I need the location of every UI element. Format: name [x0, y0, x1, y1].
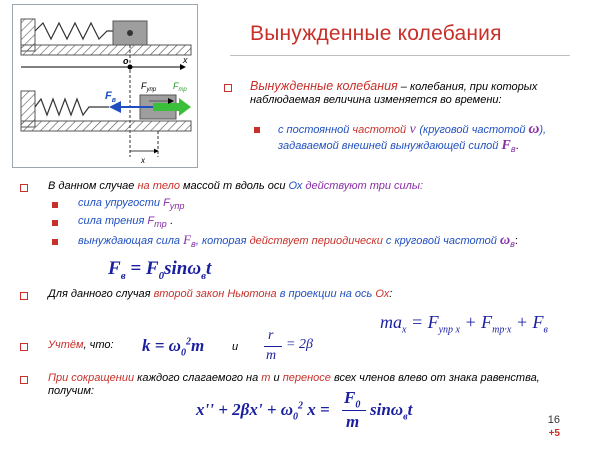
page-number: 16 [547, 414, 560, 426]
formula-driving-force: $F_в = F_0\sin\omega_вt$ [108, 258, 212, 282]
definition-term: Вынужденные колебания [250, 79, 398, 93]
formula-final: $x'' + 2\beta x' + \omega_0^2$ x = $F_0$ m sinω$_в$t [196, 388, 413, 431]
spring-mass-diagram [12, 4, 198, 168]
slide-title: Вынужденные колебания [250, 22, 502, 45]
bullet-square [52, 239, 58, 245]
spring-bottom [35, 99, 109, 115]
formula-beta: r m = 2β [266, 328, 313, 363]
origin-label: o [123, 56, 129, 66]
reduction-text: При сокращении каждого слагаемого на m и переносе всех членов влево от знака равенства, получим: [48, 372, 540, 397]
and-text: и [232, 341, 239, 353]
diagram-svg [13, 5, 197, 167]
bullet-box [20, 184, 28, 192]
force-ftr-arrow [153, 103, 179, 111]
fraction-bar [264, 346, 282, 347]
spring-top [35, 23, 113, 39]
newton-text: Для данного случая второй закон Ньютона в проекции на ось Ох: [48, 288, 393, 300]
title-divider [230, 55, 570, 56]
formula-k: $k = \omega_0^2m$ [142, 336, 205, 359]
bullet-square [254, 127, 260, 133]
axis-label: x [183, 55, 188, 65]
force-ftr-arrowhead [179, 98, 191, 116]
disp-label: x [141, 156, 145, 165]
fe-label: $F_в$ [105, 90, 116, 104]
page-delta: +5 [548, 428, 560, 439]
fraction-bar [342, 410, 366, 411]
bullet-square [52, 202, 58, 208]
bullet-box [224, 84, 232, 92]
force-item-driving: вынуждающая сила $F_в$, которая действует периодически с круговой частотой $\omega_в$: [78, 232, 518, 250]
mass-center [127, 30, 133, 36]
ftr-label: $F_{тр}$ [173, 81, 187, 93]
floor-top [21, 45, 191, 55]
bullet-box [20, 343, 28, 351]
definition-sub: с постоянной частотой ν (круговой частотой ω), задаваемой внешней вынуждающей силой $F_в$. [278, 121, 547, 155]
force-item-elastic: сила упругости $F_{упр}$ [78, 197, 185, 212]
bullet-square [52, 220, 58, 226]
force-item-friction: сила трения $F_{тр}$ . [78, 215, 173, 230]
definition-text: Вынужденные колебания – колебания, при которых наблюдаемая величина изменяется во времени: [250, 79, 538, 106]
formula-newton: $ma_x = F_{упр x} + F_{тр\cdot x} + F_в$ [380, 312, 548, 336]
bullet-box [20, 376, 28, 384]
consider-text: Учтём, что: [48, 339, 114, 351]
forces-intro: В данном случае на тело массой m вдоль оси Ох действуют три силы: [48, 180, 424, 192]
fupr-label: $F_{упр}$ [141, 81, 157, 93]
bullet-box [20, 292, 28, 300]
floor-bottom [21, 121, 191, 131]
